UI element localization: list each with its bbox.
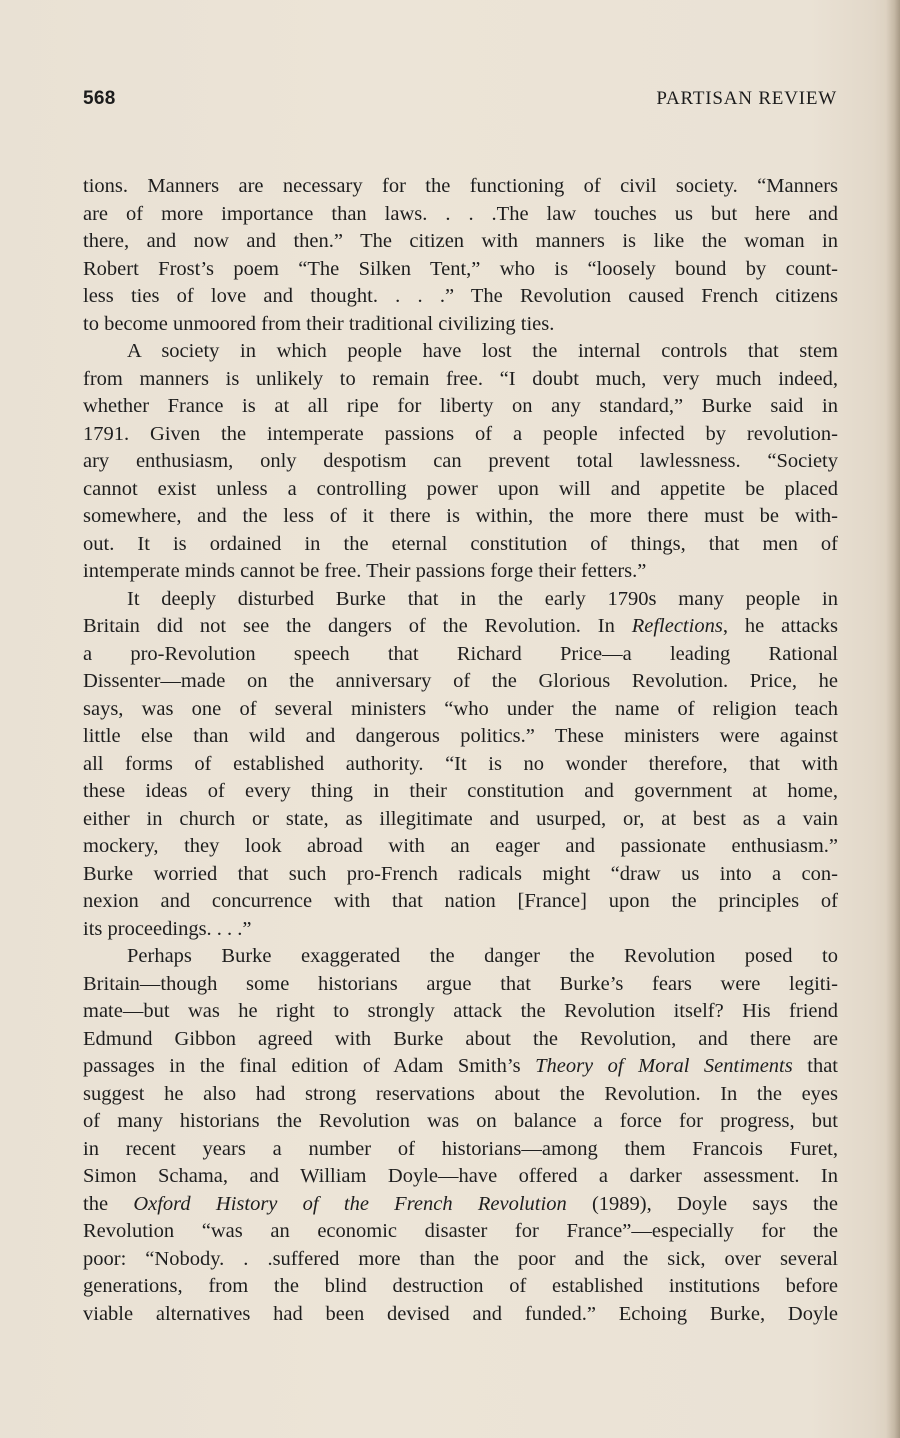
text-segment: poor: “Nobody. . .suffered more than the poor and the sick, over several [83, 1247, 838, 1270]
text-segment: Simon Schama, and William Doyle—have offered a darker assessment. In [83, 1165, 838, 1187]
text-segment: Edmund Gibbon agreed with Burke about the Revolution, and there are [83, 1027, 838, 1050]
text-line [83, 531, 838, 559]
text-line [83, 888, 838, 916]
text-segment: Revolution “was an economic disaster for France”—especially for the [83, 1220, 838, 1242]
text-line [83, 173, 838, 201]
text-segment: its proceedings. . . .” [83, 917, 252, 940]
text-line [83, 861, 838, 889]
text-line [83, 1273, 838, 1301]
text-line [83, 283, 838, 311]
text-line [83, 586, 838, 614]
text-segment: a pro-Revolution speech that Richard Price—a leading Rational [83, 642, 838, 665]
text-segment: generations, from the blind destruction of established institutions before [83, 1275, 838, 1297]
text-segment: Dissenter—made on the anniversary of the Glorious Revolution. Price, he [83, 670, 838, 692]
text-line [83, 641, 838, 669]
text-segment: Perhaps Burke exaggerated the danger the Revolution posed to [127, 945, 838, 967]
text-line [83, 668, 838, 696]
text-line [83, 393, 838, 421]
text-line [83, 723, 838, 751]
text-line [83, 998, 838, 1026]
italic-title: Reflections [631, 615, 723, 637]
text-line [83, 311, 838, 339]
text-segment: that [792, 1055, 838, 1077]
text-line [83, 338, 838, 366]
text-line [83, 778, 838, 806]
text-line [83, 971, 838, 999]
text-line [83, 1053, 838, 1081]
text-segment: somewhere, and the less of it there is within, the more there must be with- [83, 505, 838, 527]
running-head: PARTISAN REVIEW [656, 88, 837, 109]
text-segment: out. It is ordained in the eternal constitution of things, that men of [83, 532, 838, 555]
text-segment: Robert Frost’s poem “The Silken Tent,” who is “loosely bound by count- [83, 257, 838, 280]
text-segment: to become unmoored from their traditional civilizing ties. [83, 312, 555, 335]
text-line [83, 1136, 838, 1164]
italic-title: Oxford History of the French Revolution [133, 1192, 567, 1215]
text-segment: little else than wild and dangerous politics.” These ministers were against [83, 725, 838, 747]
text-line [83, 833, 838, 861]
text-line [83, 201, 838, 229]
text-line [83, 448, 838, 476]
text-segment: Britain—though some historians argue that Burke’s fears were legiti- [83, 972, 838, 995]
text-segment: passages in the final edition of Adam Smith’s [83, 1055, 536, 1077]
text-segment: either in church or state, as illegitimate and usurped, or, at best as a vain [83, 807, 838, 830]
text-line [83, 1246, 838, 1274]
text-segment: A society in which people have lost the internal controls that stem [127, 340, 838, 362]
text-segment: (1989), Doyle says the [566, 1192, 838, 1215]
text-segment: , he attacks [722, 615, 838, 637]
text-segment: whether France is at all ripe for liberty on any standard,” Burke said in [83, 395, 838, 417]
text-segment: tions. Manners are necessary for the functioning of civil society. “Manners [83, 175, 838, 197]
text-segment: ary enthusiasm, only despotism can prevent total lawlessness. “Society [83, 450, 838, 472]
text-segment: less ties of love and thought. . . .” The Revolution caused French citizens [83, 285, 838, 307]
text-segment: mockery, they look abroad with an eager and passionate enthusiasm.” [83, 835, 838, 857]
text-segment: there, and now and then.” The citizen with manners is like the woman in [83, 230, 838, 252]
page-header [83, 88, 837, 118]
page-edge-shadow [886, 0, 900, 1438]
text-line [83, 1108, 838, 1136]
text-segment: Britain did not see the dangers of the Revolution. In [83, 615, 632, 637]
text-segment: It deeply disturbed Burke that in the early 1790s many people in [127, 587, 838, 610]
text-segment: 1791. Given the intemperate passions of a people infected by revolution- [83, 422, 838, 445]
text-line [83, 751, 838, 779]
text-segment: cannot exist unless a controlling power upon will and appetite be placed [83, 477, 838, 500]
text-line [83, 476, 838, 504]
text-line [83, 613, 838, 641]
text-line [83, 558, 838, 586]
text-segment: the [83, 1192, 134, 1215]
text-segment: from manners is unlikely to remain free. “I doubt much, very much indeed, [83, 367, 838, 390]
text-segment: in recent years a number of historians—among them Francois Furet, [83, 1137, 838, 1160]
text-segment: are of more importance than laws. . . .The law touches us but here and [83, 202, 838, 225]
text-line [83, 696, 838, 724]
text-line [83, 1191, 838, 1219]
italic-title: Theory of Moral Sentiments [535, 1055, 793, 1077]
text-line [83, 256, 838, 284]
text-line [83, 366, 838, 394]
text-segment: of many historians the Revolution was on balance a force for progress, but [83, 1110, 838, 1132]
text-segment: nexion and concurrence with that nation [France] upon the principles of [83, 890, 838, 912]
text-line [83, 943, 838, 971]
text-line [83, 503, 838, 531]
text-line [83, 806, 838, 834]
text-line [83, 1301, 838, 1329]
text-segment: intemperate minds cannot be free. Their passions forge their fetters.” [83, 560, 647, 582]
text-segment: suggest he also had strong reservations about the Revolution. In the eyes [83, 1082, 838, 1105]
text-segment: mate—but was he right to strongly attack the Revolution itself? His friend [83, 1000, 838, 1022]
text-line [83, 421, 838, 449]
text-line [83, 1081, 838, 1109]
text-line [83, 1163, 838, 1191]
text-line [83, 916, 838, 944]
text-segment: these ideas of every thing in their constitution and government at home, [83, 780, 838, 802]
page-number: 568 [83, 88, 116, 109]
text-segment: Burke worried that such pro-French radicals might “draw us into a con- [83, 862, 838, 885]
text-segment: viable alternatives had been devised and funded.” Echoing Burke, Doyle [83, 1302, 838, 1325]
body-text [83, 173, 838, 1328]
text-line [83, 228, 838, 256]
text-line [83, 1218, 838, 1246]
text-segment: says, was one of several ministers “who under the name of religion teach [83, 697, 838, 720]
text-segment: all forms of established authority. “It is no wonder therefore, that with [83, 752, 838, 775]
text-line [83, 1026, 838, 1054]
